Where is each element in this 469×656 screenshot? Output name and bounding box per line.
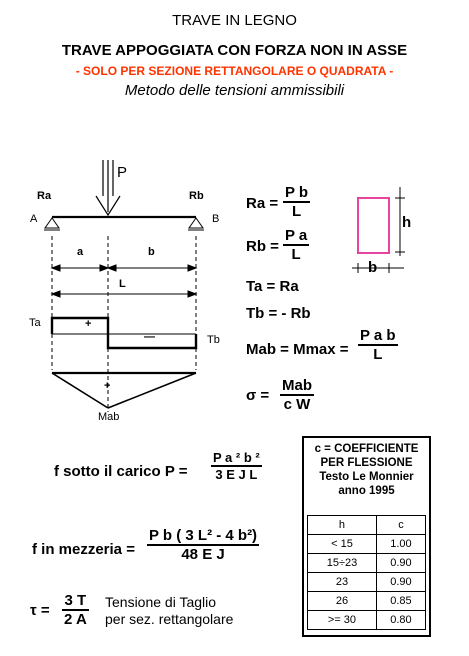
ra-denominator: L (291, 203, 302, 220)
support-a (44, 218, 60, 230)
shear-right-label: Tb (207, 334, 220, 346)
rb-numerator: P a (285, 227, 308, 244)
cell-c: 1.00 (376, 535, 425, 554)
cell-h: >= 30 (308, 611, 377, 630)
table-header-row (308, 516, 426, 535)
ra-fraction (283, 184, 310, 220)
rb-denominator: L (291, 246, 301, 263)
f-mezzeria-fraction (147, 527, 259, 563)
mab-lhs: Mab = Mmax = (246, 341, 349, 358)
f-mezzeria-lhs: f in mezzeria = (32, 541, 135, 558)
dimension-b-label: b (148, 246, 155, 258)
tau-description-line2: per sez. rettangolare (105, 611, 234, 627)
cell-h: 23 (308, 573, 377, 592)
ra-lhs: Ra = (246, 195, 279, 212)
section-dimension-b (352, 263, 404, 273)
sigma-fraction (280, 377, 314, 413)
coefficient-table (307, 515, 426, 630)
support-a-label: A (30, 213, 38, 225)
dimension-a-label: a (77, 246, 84, 258)
mab-numerator: P a b (360, 327, 396, 344)
tau-lhs: τ = (30, 602, 50, 619)
ra-numerator: P b (285, 184, 309, 201)
cell-h: 15÷23 (308, 554, 377, 573)
tb-formula: Tb = - Rb (246, 305, 311, 322)
cell-c: 0.90 (376, 554, 425, 573)
tau-denominator: 2 A (64, 611, 87, 628)
shear-minus-sign: — (144, 331, 155, 343)
tau-fraction (62, 592, 89, 628)
header-c: c (376, 516, 425, 535)
support-b (188, 218, 204, 230)
coefficient-title-line: anno 1995 (338, 485, 395, 497)
shear-plus-sign: + (85, 318, 92, 330)
table-row (308, 592, 426, 611)
rb-fraction (283, 227, 309, 263)
coefficient-title (304, 442, 429, 498)
f-carico-denominator: 3 E J L (215, 467, 258, 482)
load-label: P (117, 164, 128, 181)
mab-denominator: L (373, 346, 383, 363)
tau-description-line1: Tensione di Taglio (105, 594, 217, 610)
f-carico-fraction (211, 450, 262, 482)
tau-numerator: 3 T (62, 592, 89, 611)
cell-c: 0.85 (376, 592, 425, 611)
cell-h: < 15 (308, 535, 377, 554)
coefficient-box (302, 436, 431, 637)
support-b-label: B (212, 213, 220, 225)
reaction-right-label: Rb (189, 190, 204, 202)
f-mezzeria-denominator: 48 E J (181, 546, 225, 563)
sigma-denominator: c W (283, 396, 311, 413)
cross-section-rect (358, 198, 389, 253)
section-b-label: b (368, 259, 378, 276)
cell-c: 0.90 (376, 573, 425, 592)
reaction-left-label: Ra (37, 190, 52, 202)
table-row (308, 554, 426, 573)
table-row (308, 573, 426, 592)
f-carico-lhs: f sotto il carico P = (54, 463, 188, 480)
f-carico-numerator: P a ² b ² (213, 450, 260, 465)
method-note: Metodo delle tensioni ammissibili (124, 82, 345, 99)
f-mezzeria-numerator: P b ( 3 L² - 4 b²) (149, 527, 258, 544)
coefficient-title-line: c = COEFFICIENTE (314, 443, 419, 455)
section-h-label: h (402, 214, 412, 231)
shear-left-label: Ta (29, 317, 41, 329)
dimension-l-label: L (119, 278, 126, 290)
table-row (308, 611, 426, 630)
header-h: h (308, 516, 377, 535)
rb-lhs: Rb = (246, 238, 279, 255)
cell-h: 26 (308, 592, 377, 611)
moment-diagram (52, 373, 196, 408)
moment-label: Mab (98, 411, 120, 423)
page-subtitle: TRAVE APPOGGIATA CON FORZA NON IN ASSE (61, 42, 408, 59)
page-title: TRAVE IN LEGNO (172, 12, 297, 29)
moment-plus-sign: + (104, 380, 111, 392)
ta-formula: Ta = Ra (246, 278, 299, 295)
restriction-note: - SOLO PER SEZIONE RETTANGOLARE O QUADRATA - (75, 64, 394, 78)
coefficient-title-line: PER FLESSIONE (320, 457, 413, 469)
table-row (308, 535, 426, 554)
sigma-numerator: Mab (282, 377, 312, 394)
coefficient-title-line: Testo Le Monnier (319, 471, 414, 483)
sigma-lhs: σ = (246, 387, 270, 404)
shear-diagram (52, 318, 196, 348)
mab-fraction (358, 327, 398, 363)
cell-c: 0.80 (376, 611, 425, 630)
